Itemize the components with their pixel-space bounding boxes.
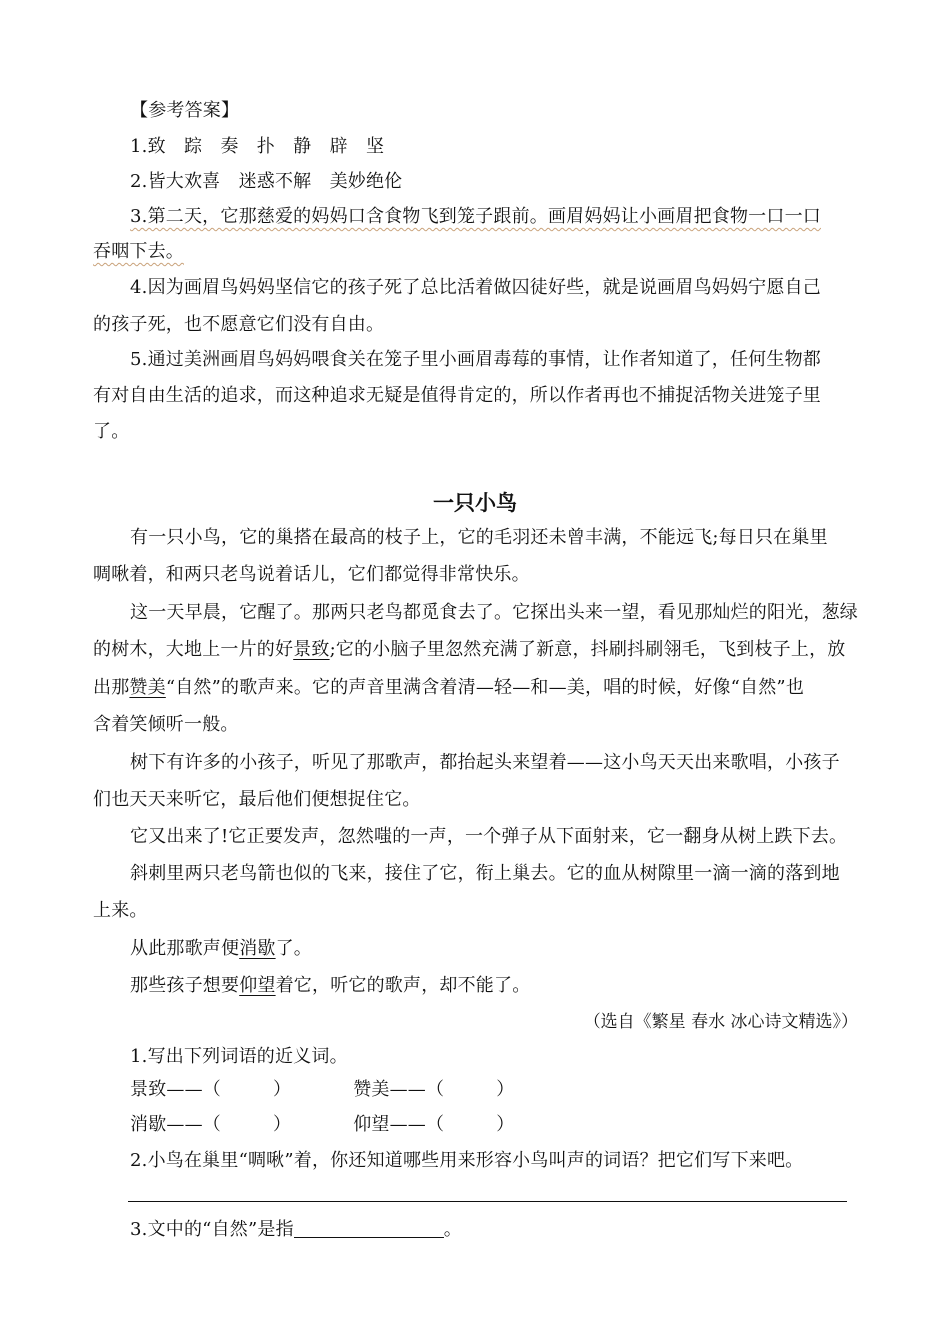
underlined-word-jingzhi: 景致	[293, 639, 330, 660]
answer-5-line-2: 有对自由生活的追求，而这种追求无疑是值得肯定的，所以作者再也不捕捉活物关进笼子里	[93, 385, 821, 406]
q3-text-b: 。	[443, 1219, 462, 1240]
synonym-item-zanmei: 赞美——（	[353, 1079, 445, 1100]
answer-5-line-1: 5.通过美洲画眉鸟妈妈喂食关在笼子里小画眉毒莓的事情，让作者知道了，任何生物都	[130, 349, 821, 370]
paren-close-2: ）	[496, 1079, 515, 1100]
question-2: 2.小鸟在巢里“啁啾”着，你还知道哪些用来形容小鸟叫声的词语？把它们写下来吧。	[130, 1150, 804, 1171]
p6-text-b: 了。	[275, 938, 313, 959]
answer-5-line-3: 了。	[93, 421, 130, 442]
paragraph-2-line-4: 含着笑倾听一般。	[93, 714, 239, 735]
answer-3-line-2	[93, 240, 861, 264]
answer-1: 1.致 踪 奏 扑 静 辟 坚	[130, 136, 385, 157]
p2-l3-text-a: 出那	[93, 677, 130, 698]
paragraph-4-line-1: 它又出来了!它正要发声，忽然嗤的一声，一个弹子从下面射来，它一翻身从树上跌下去。	[130, 826, 848, 847]
paragraph-3-line-1: 树下有许多的小孩子，听见了那歌声，都抬起头来望着——这小鸟天天出来歌唱，小孩子	[130, 752, 840, 773]
paragraph-5-line-2: 上来。	[93, 900, 148, 921]
answer-4-line-1: 4.因为画眉鸟妈妈坚信它的孩子死了总比活着做囚徒好些，就是说画眉鸟妈妈宁愿自己	[130, 277, 821, 298]
p6-text-a: 从此那歌声便	[130, 938, 240, 959]
paragraph-1-line-1: 有一只小鸟，它的巢搭在最高的枝子上，它的毛羽还未曾丰满，不能远飞;每日只在巢里	[130, 527, 828, 548]
p2-l3-text-b: “自然”的歌声来。它的声音里满含着清—轻—和—美，唱的时候，好像“自然”也	[165, 677, 805, 698]
p7-text-b: 着它，听它的歌声，却不能了。	[275, 975, 531, 996]
paragraph-2-line-1: 这一天早晨，它醒了。那两只老鸟都觅食去了。它探出头来一望，看见那灿烂的阳光，葱绿	[130, 602, 858, 623]
p2-l2-text-a: 的树木，大地上一片的好	[93, 639, 294, 660]
synonym-item-jingzhi: 景致——（	[130, 1079, 221, 1100]
answer-2: 2.皆大欢喜 迷惑不解 美妙绝伦	[130, 171, 403, 192]
paragraph-5-line-1: 斜刺里两只老鸟箭也似的飞来，接住了它，衔上巢去。它的血从树隙里一滴一滴的落到地	[130, 863, 840, 884]
synonym-item-xiaoxie: 消歇——（	[130, 1114, 221, 1135]
answer-3-line-1: 3.第二天，它那慈爱的妈妈口含食物飞到笼子跟前。画眉妈妈让小画眉把食物一口一口	[130, 206, 821, 227]
q3-text-a: 3.文中的“自然”是指	[130, 1219, 294, 1240]
synonym-item-yangwang: 仰望——（	[353, 1114, 445, 1135]
answer-3-line-2-text: 吞咽下去。	[93, 241, 184, 262]
article-title: 一只小鸟	[433, 491, 517, 515]
answer-blank-line[interactable]	[128, 1201, 847, 1202]
paren-close-4: ）	[496, 1114, 515, 1135]
question-1: 1.写出下列词语的近义词。	[130, 1046, 348, 1067]
paragraph-2-line-3	[93, 676, 861, 700]
fill-in-blank[interactable]	[294, 1219, 444, 1238]
underlined-word-yangwang: 仰望	[239, 975, 276, 996]
paragraph-2-line-2	[93, 638, 861, 662]
question-1-row-2	[130, 1113, 861, 1137]
p2-l2-text-b: ;它的小脑子里忽然充满了新意，抖刷抖刷翎毛，飞到枝子上，放	[329, 639, 846, 660]
answer-4-line-2: 的孩子死，也不愿意它们没有自由。	[93, 314, 385, 335]
paragraph-3-line-2: 们也天天来听它，最后他们便想捉住它。	[93, 789, 421, 810]
paren-close-1: ）	[273, 1079, 292, 1100]
underlined-word-zanmei: 赞美	[129, 677, 166, 698]
question-3	[130, 1218, 861, 1242]
paragraph-6	[130, 937, 861, 961]
paragraph-1-line-2: 啁啾着，和两只老鸟说着话儿，它们都觉得非常快乐。	[93, 564, 530, 585]
underlined-word-xiaoxie: 消歇	[239, 938, 276, 959]
article-source: （选自《繁星 春水 冰心诗文精选》）	[583, 1012, 858, 1032]
question-1-row-1	[130, 1078, 861, 1102]
paren-close-3: ）	[273, 1114, 292, 1135]
answers-header: 【参考答案】	[130, 100, 240, 121]
paragraph-7	[130, 974, 861, 998]
p7-text-a: 那些孩子想要	[130, 975, 240, 996]
